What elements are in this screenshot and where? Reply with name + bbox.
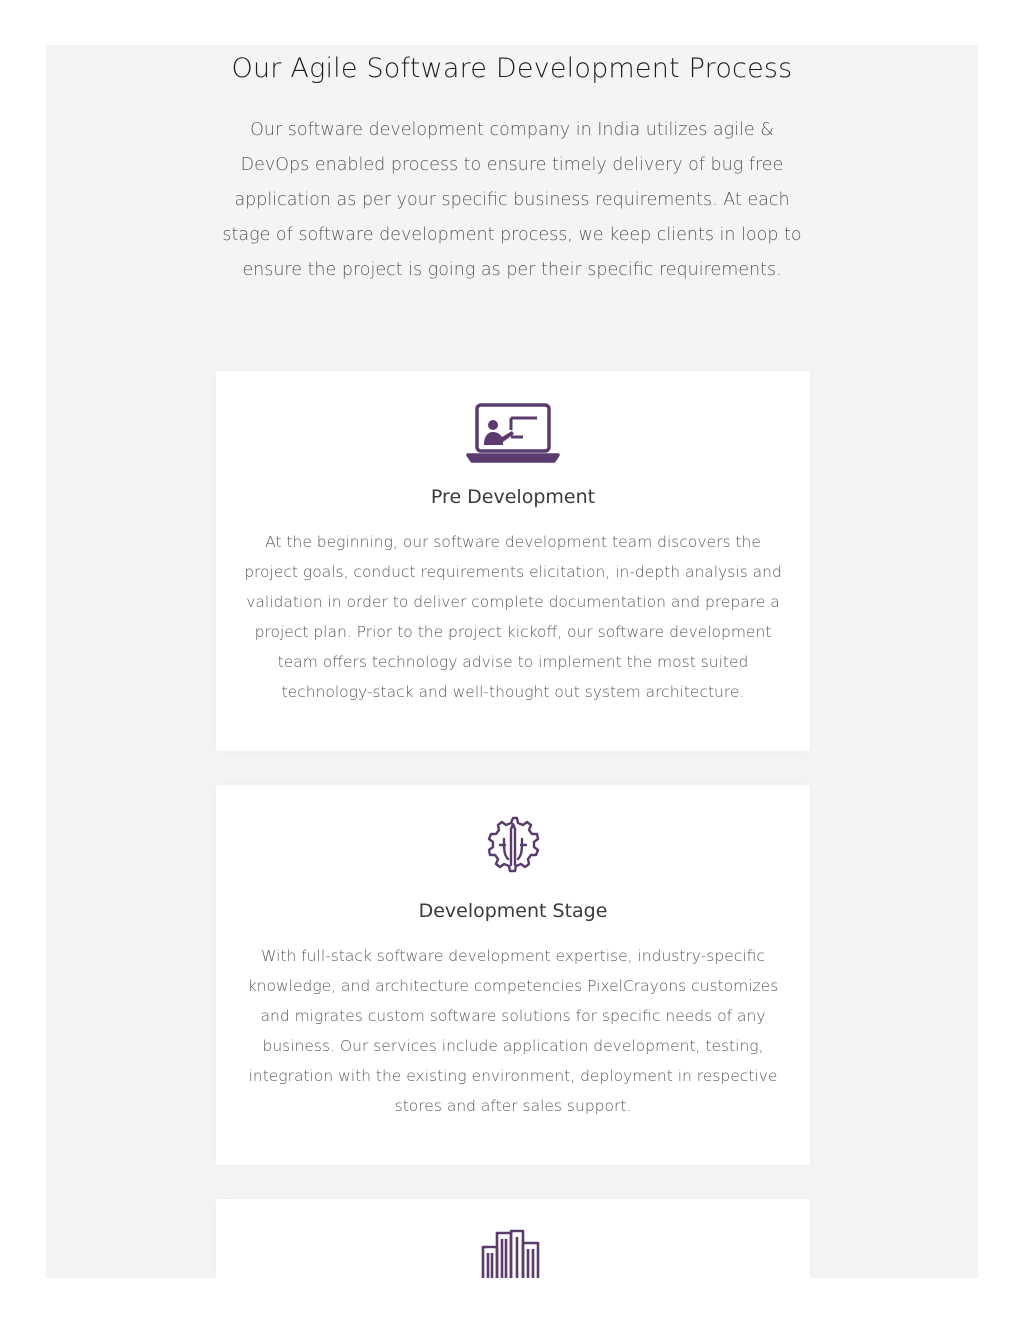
process-card-post-development [216,1199,810,1278]
card-title: Pre Development [430,486,596,508]
process-card-development-stage [216,785,810,1165]
section-intro: Our software development company in India utilizes agile & DevOps enabled process to ensure timely delivery of bug free application as per your specific business requirements. At each stage of software development process, we keep clients in loop to ensure the project is going as per their specific requirements. [222,120,802,280]
process-section [46,45,978,1278]
head-gear-tools-icon [466,815,560,881]
card-description: At the beginning, our software development team discovers the project goals, conduct requirements elicitation, in-depth analysis and validation in order to deliver complete documentation and prepare a project plan. Prior to the project kickoff, our software development team offers technology advise to implement the most suited technology-stack and well-thought out system architecture. [244,533,782,701]
process-card-pre-development [216,371,810,751]
presentation-laptop-icon [466,401,560,467]
card-title: Development Stage [418,900,608,922]
buildings-icon [466,1229,560,1278]
section-title: Our Agile Software Development Process [231,53,793,84]
card-description: With full-stack software development expertise, industry-specific knowledge, and architecture competencies PixelCrayons customizes and migrates custom software solutions for specific needs of any business. Our services include application development, testing, integration with the existing environment, deployment in respective stores and after sales support. [247,947,779,1115]
